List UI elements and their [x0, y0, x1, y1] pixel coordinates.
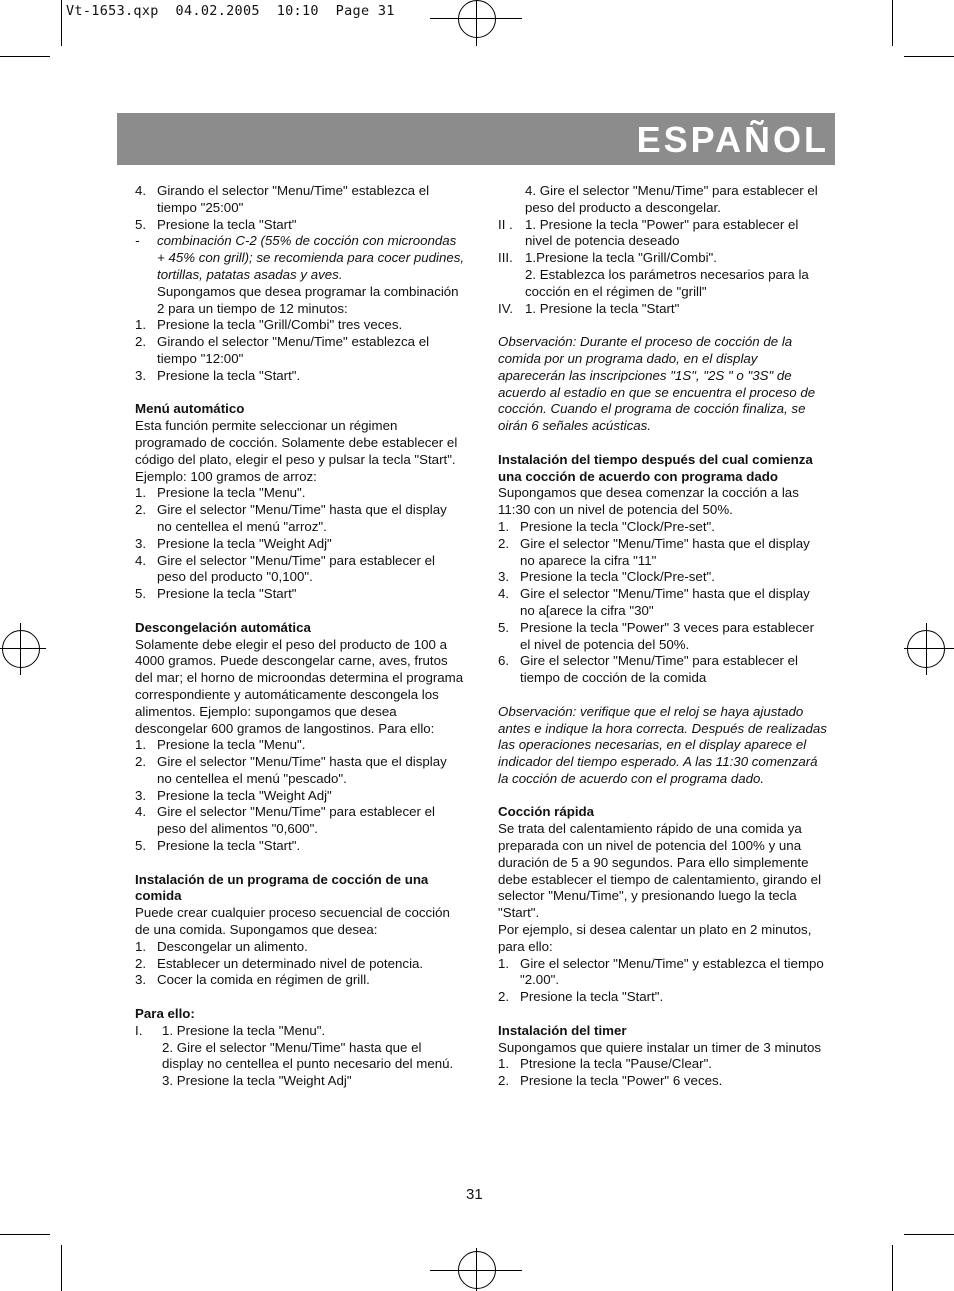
section-heading: Descongelación automática — [135, 619, 311, 635]
paragraph: Ejemplo: 100 gramos de arroz: — [135, 468, 317, 484]
list-item: 4. Gire el selector "Menu/Time" para establecer el peso del alimentos "0,600". — [135, 804, 435, 837]
list-item: 3. Presione la tecla "Clock/Pre-set". — [498, 569, 715, 585]
paragraph: Esta función permite seleccionar un régimen programado de cocción. Solamente debe establecer el código del plato, elegir el peso y pulsar la tecla "Start". — [135, 418, 458, 467]
list-item: 4. Girando el selector "Menu/Time" establezca el tiempo "25:00" — [135, 183, 430, 215]
left-column — [135, 183, 465, 1090]
crop-mark-bottom-right-v — [892, 1245, 893, 1291]
section-heading: Instalación del timer — [498, 1022, 627, 1038]
list-item: 3. Cocer la comida en régimen de grill. — [135, 972, 370, 988]
list-item: 1. Descongelar un alimento. — [135, 938, 308, 954]
list-item: 5. Presione la tecla "Power" 3 veces para establecer el nivel de potencia del 50%. — [498, 619, 814, 652]
section-heading: Instalación de un programa de cocción de una comida — [135, 871, 429, 904]
crop-mark-top-left-h — [0, 56, 50, 57]
list-item: 6. Gire el selector "Menu/Time" para establecer el tiempo de cocción de la comida — [498, 653, 798, 686]
list-item: III. 1.Presione la tecla "Grill/Combi". — [498, 250, 717, 266]
observation-note: Observación: verifique que el reloj se haya ajustado antes e indique la hora correcta. Después de realizadas las operaciones necesarias, en el display aparece el indicador del tiempo esperado. A las 11:30 comenzará la cocción de acuerdo con el programa dado. — [498, 703, 827, 786]
paragraph: Por ejemplo, si desea calentar un plato en 2 minutos, para ello: — [498, 922, 812, 954]
crop-mark-top-right-v — [892, 0, 893, 46]
crop-mark-bottom-left-h — [0, 1234, 50, 1235]
list-item: 2. Gire el selector "Menu/Time" hasta que el display no aparece la cifra "11" — [498, 535, 810, 568]
list-item: 5. Presione la tecla "Start" — [135, 216, 297, 232]
section-heading: Menú automático — [135, 401, 245, 417]
list-item: 5. Presione la tecla "Start" — [135, 586, 297, 602]
list-item: 2. Girando el selector "Menu/Time" establezca el tiempo "12:00" — [135, 334, 430, 366]
language-banner — [117, 113, 835, 165]
crop-mark-bottom-right-h — [904, 1234, 954, 1235]
banner-title: ESPAÑOL — [636, 119, 829, 160]
crop-mark-top-left-v — [61, 0, 62, 46]
list-item: - combinación C-2 (55% de cocción con microondas + 45% con grill); se recomienda para cocer pudines, tortillas, patatas asadas y aves. — [135, 233, 465, 282]
list-item: 3. Presione la tecla "Weight Adj" — [135, 535, 332, 551]
paragraph: 2. Establezca los parámetros necesarios para la cocción en el régimen de "grill" — [525, 266, 809, 299]
right-column — [498, 183, 828, 1090]
section-heading: Instalación del tiempo después del cual comienza una cocción de acuerdo con programa dado — [498, 451, 813, 484]
list-item: 3. Presione la tecla "Start". — [135, 367, 301, 383]
paragraph: Solamente debe elegir el peso del producto de 100 a 4000 gramos. Puede descongelar carne, aves, frutos del mar; el horno de microondas determina el programa correspondiente y automáticamente descongela los alimentos. Ejemplo: supongamos que desea descongelar 600 gramos de langostinos. Para ello: — [135, 636, 464, 736]
paragraph: Supongamos que desea comenzar la cocción a las 11:30 con un nivel de potencia del 50%. — [498, 485, 799, 518]
list-item: 2. Establecer un determinado nivel de potencia. — [135, 955, 424, 971]
paragraph: 4. Gire el selector "Menu/Time" para establecer el peso del producto a descongelar. — [525, 183, 818, 215]
list-item: IV. 1. Presione la tecla "Start" — [498, 300, 680, 316]
list-item: 3. Presione la tecla "Weight Adj" — [135, 787, 332, 803]
print-slug: Vt-1653.qxp 04.02.2005 10:10 Page 31 — [66, 3, 395, 19]
list-item: 1. Ptresione la tecla "Pause/Clear". — [498, 1056, 712, 1072]
list-item: 2. Presione la tecla "Start". — [498, 989, 664, 1005]
list-item: 4. Gire el selector "Menu/Time" para establecer el peso del producto "0,100". — [135, 552, 435, 585]
list-item: 2. Gire el selector "Menu/Time" hasta que el display no centellea el menú "arroz". — [135, 502, 447, 534]
list-item: 1. Gire el selector "Menu/Time" y establezca el tiempo "2.00". — [498, 955, 824, 988]
observation-note: Observación: Durante el proceso de cocción de la comida por un programa dado, en el display aparecerán las inscripciones "1S", "2S " o "3S" de acuerdo al estadio en que se encuentra el proceso de cocción. Cuando el programa de cocción finaliza, se oirán 6 señales acústicas. — [498, 334, 816, 434]
paragraph: Se trata del calentamiento rápido de una comida ya preparada con un nivel de potencia del 100% y una duración de 5 a 90 segundos. Para ello simplemente debe establecer el tiempo de calentamiento, girando el selector "Menu/Time", y presionando luego la tecla "Start". — [498, 821, 822, 921]
list-item: 4. Gire el selector "Menu/Time" hasta que el display no a[arece la cifra "30" — [498, 586, 810, 618]
section-heading: Para ello: — [135, 1006, 195, 1022]
list-item: 5. Presione la tecla "Start". — [135, 838, 301, 854]
list-item: 1. Presione la tecla "Clock/Pre-set". — [498, 518, 715, 534]
list-item: I. 1. Presione la tecla "Menu". — [135, 1022, 326, 1038]
section-heading: Cocción rápida — [498, 804, 595, 820]
page-number: 31 — [466, 1186, 483, 1203]
paragraph: Supongamos que desea programar la combinación 2 para un tiempo de 12 minutos: — [157, 283, 459, 316]
list-item: 1. Presione la tecla "Menu". — [135, 737, 306, 753]
list-item: 2. Gire el selector "Menu/Time" hasta que el display no centellea el menú "pescado". — [135, 754, 447, 786]
paragraph: Supongamos que quiere instalar un timer de 3 minutos — [498, 1039, 822, 1055]
crop-mark-bottom-left-v — [61, 1245, 62, 1291]
list-item: 1. Presione la tecla "Menu". — [135, 485, 306, 501]
list-item: 1. Presione la tecla "Grill/Combi" tres veces. — [135, 317, 403, 333]
list-item: 2. Presione la tecla "Power" 6 veces. — [498, 1073, 723, 1089]
paragraph: Puede crear cualquier proceso secuencial de cocción de una comida. Supongamos que desea: — [135, 905, 450, 938]
crop-mark-top-right-h — [904, 56, 954, 57]
paragraph: 2. Gire el selector "Menu/Time" hasta que el display no centellea el punto necesario del menú. — [162, 1039, 454, 1072]
list-item: II . 1. Presione la tecla "Power" para establecer el nivel de potencia deseado — [498, 216, 799, 249]
paragraph: 3. Presione la tecla "Weight Adj" — [162, 1073, 352, 1089]
